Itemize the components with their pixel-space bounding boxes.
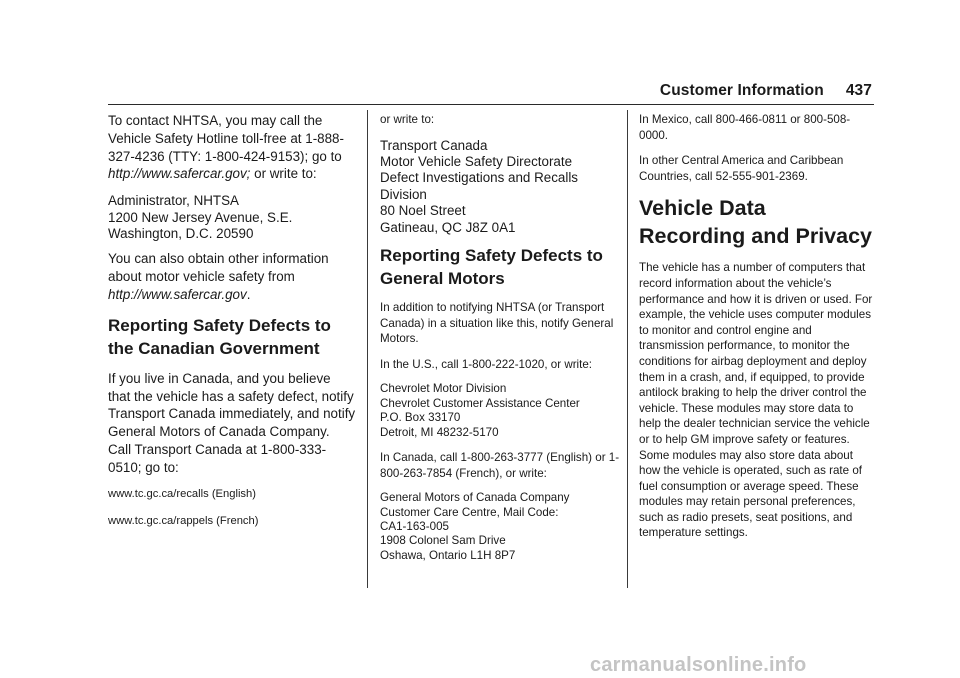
column-3 [639,112,877,551]
column-divider-1 [367,110,368,588]
us-address [380,382,620,440]
address-line: Gatineau, QC J8Z 0A1 [380,219,516,235]
address-line: Administrator, NHTSA [108,193,239,209]
section-title: Customer Information [659,82,824,99]
address-line: Division [380,186,427,202]
address-line: Chevrolet Motor Division [380,382,507,396]
address-line: Washington, D.C. 20590 [108,226,254,241]
nhtsa-contact-paragraph [108,112,356,183]
other-info-tail: . [246,287,251,302]
data-recording-paragraph: The vehicle has a number of computers that record information about the vehicle’s performance and how it is driven or used. For example, the vehicle uses computer modules to monitor and control engine and transmission performance, to monitor the conditions for airbag deployment and deploy them in a crash, and, if equipped, to provide antilock braking to help the driver control the vehicle. These modules may store data to help the dealer technician service the vehicle or to help GM improve safety or features. Some modules may also store data about how the vehicle is operated, such as rate of fuel consumption or average speed. These modules may retain personal preferences, such as radio presets, seat positions, and temperature settings. [639,261,873,540]
safercar-link[interactable]: http://www.safercar.gov; [108,166,251,182]
address-line: 80 Noel Street [380,203,466,219]
write-to-text: or write to: [380,113,435,126]
address-line: Defect Investigations and Recalls [380,170,578,186]
address-line: 1200 New Jersey Avenue, S.E. [108,209,293,225]
nhtsa-contact-tail: or write to: [250,166,317,182]
column-1 [108,112,356,541]
mexico-paragraph: In Mexico, call 800-466-0811 or 800-508-0000. [639,113,851,142]
header-rule [108,104,874,105]
us-call-paragraph: In the U.S., call 1-800-222-1020, or write: [380,357,593,371]
address-line: 1908 Colonel Sam Drive [380,534,506,548]
canada-address [380,491,620,563]
address-line: P.O. Box 33170 [380,411,461,425]
address-line: Chevrolet Customer Assistance Center [380,396,580,410]
address-line: CA1-163-005 [380,520,449,534]
address-line: Oshawa, Ontario L1H 8P7 [380,548,516,562]
column-2 [380,112,620,573]
page-header [660,82,872,100]
transport-canada-address [380,138,620,236]
address-line: Detroit, MI 48232-5170 [380,425,499,439]
data-recording-heading: Vehicle Data Recording and Privacy [639,196,872,249]
other-info-text: You can also obtain other information about motor vehicle safety from [108,251,329,285]
recalls-english-link[interactable]: www.tc.gc.ca/recalls (English) [108,487,256,500]
address-line: Transport Canada [380,137,488,153]
gm-heading: Reporting Safety Defects to General Motors [380,246,603,289]
rappels-french-link[interactable]: www.tc.gc.ca/rappels (French) [108,514,259,527]
canada-paragraph: If you live in Canada, and you believe that the vehicle has a safety defect, notify Transport Canada immediately, and notify General Motors of Canada Company. Call Transport Canada at 1-800-333-0510; go to: [108,370,356,475]
central-america-paragraph: In other Central America and Caribbean Countries, call 52-555-901-2369. [639,154,844,183]
address-line: General Motors of Canada Company [380,491,570,505]
nhtsa-address [108,193,356,242]
address-line: Motor Vehicle Safety Directorate [380,154,573,169]
other-info-paragraph [108,250,356,303]
safercar-link-2[interactable]: http://www.safercar.gov [108,287,247,302]
column-divider-2 [627,110,628,588]
canada-call-paragraph: In Canada, call 1-800-263-3777 (English) or 1-800-263-7854 (French), or write: [380,451,620,480]
gm-notify-paragraph: In addition to notifying NHTSA (or Transport Canada) in a situation like this, notify General Motors. [380,301,614,346]
watermark-text: carmanualsonline.info [590,654,807,676]
canada-heading: Reporting Safety Defects to the Canadian Government [108,315,331,358]
page-number: 437 [845,82,872,99]
address-line: Customer Care Centre, Mail Code: [380,505,559,519]
nhtsa-contact-text: To contact NHTSA, you may call the Vehicle Safety Hotline toll-free at 1-888-327-4236 (TTY: 1-800-424-9153); go to [108,113,344,164]
